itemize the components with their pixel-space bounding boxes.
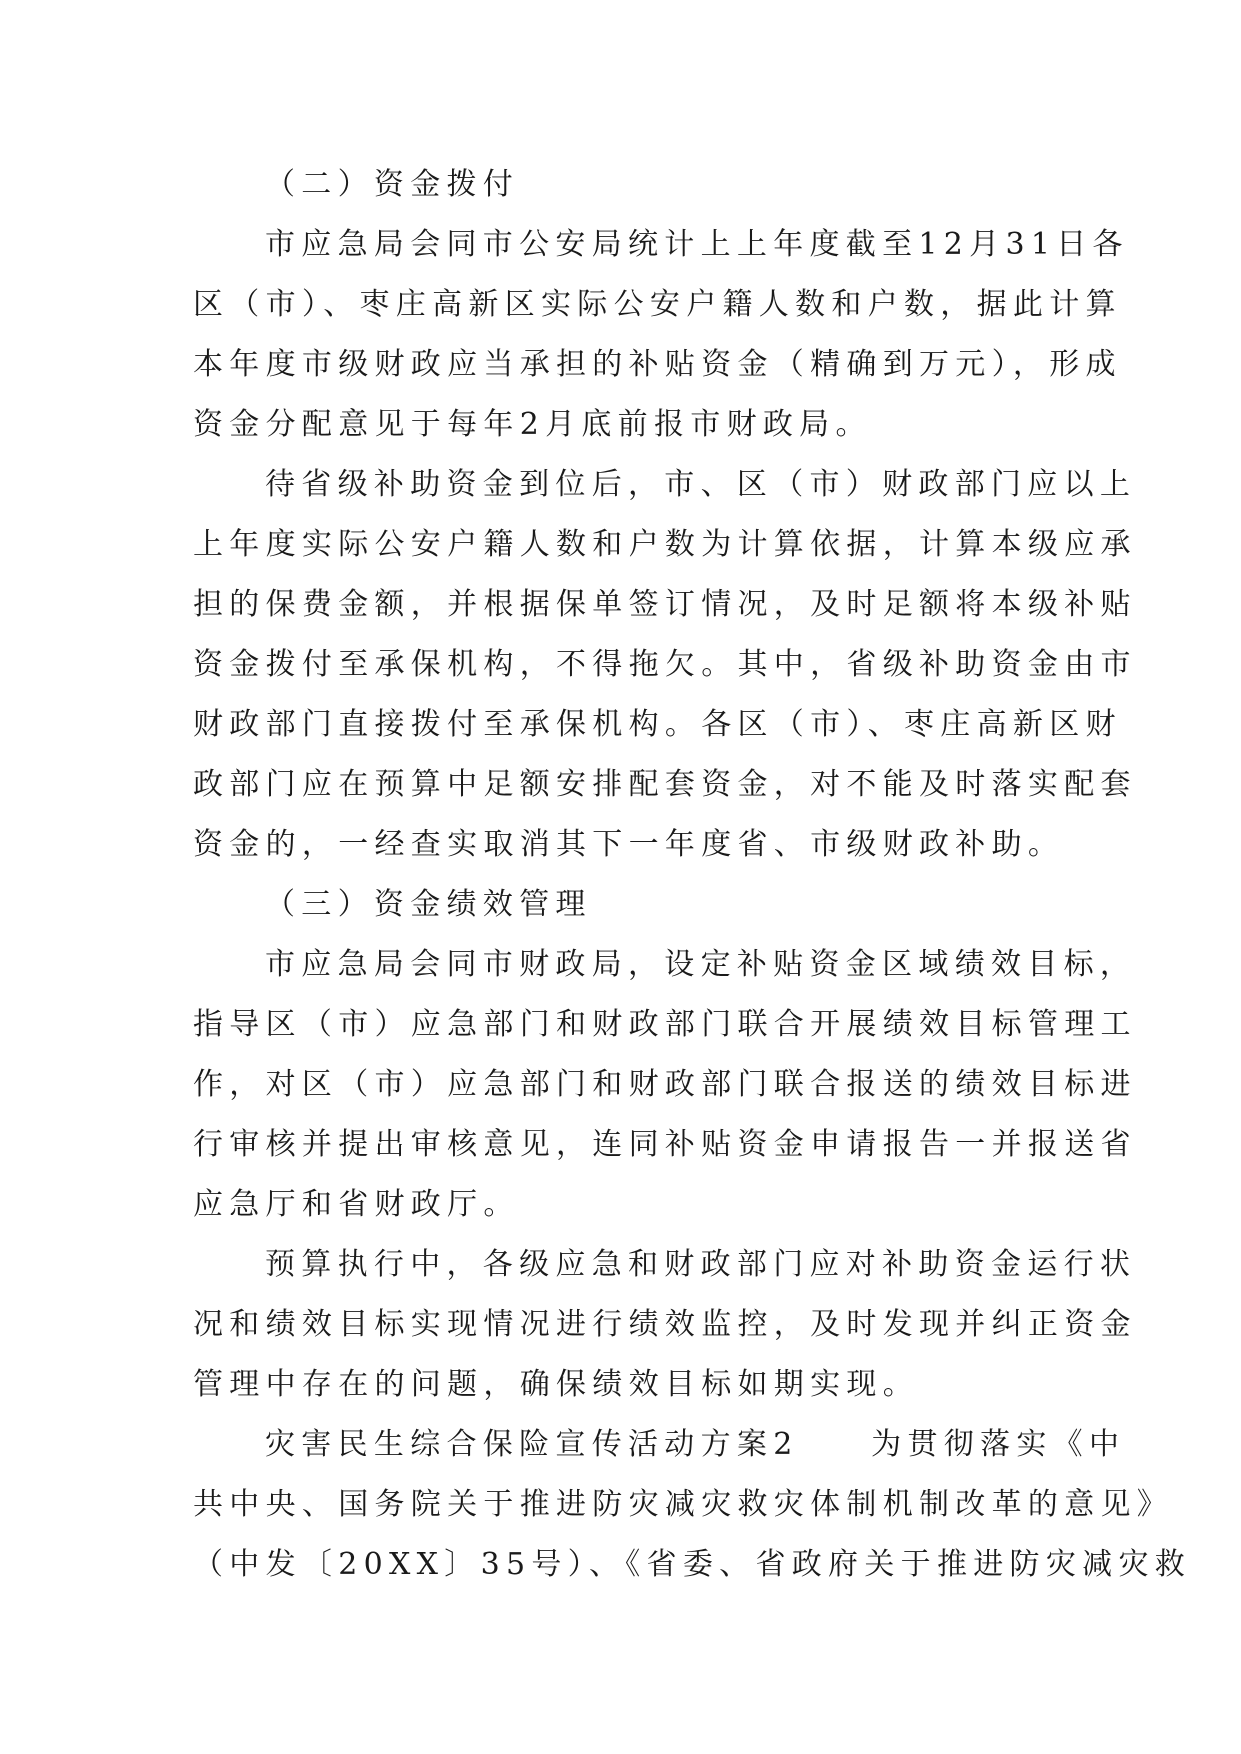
text-line: 本年度市级财政应当承担的补贴资金（精确到万元），形成 [193,347,1122,382]
section-heading [193,875,1048,935]
text-line: 管理中存在的问题，确保绩效目标如期实现。 [193,1367,919,1402]
text-line: 担的保费金额，并根据保单签订情况，及时足额将本级补贴 [193,587,1137,622]
text-line: 资金的，一经查实取消其下一年度省、市级财政补助。 [193,827,1065,862]
paragraph [193,935,1137,1235]
section-heading [193,155,1048,215]
paragraph [193,1415,1192,1595]
paragraph [193,1235,1137,1415]
text-line: 资金分配意见于每年2月底前报市财政局。 [193,407,872,442]
document-body [193,155,1192,1595]
text-line: 财政部门直接拨付至承保机构。各区（市）、枣庄高新区财 [193,707,1122,742]
text-line: （中发〔20XX〕35号）、《省委、省政府关于推进防灾减灾救 [193,1547,1192,1582]
text-line: 区（市）、枣庄高新区实际公安户籍人数和户数，据此计算 [193,287,1122,322]
text-line: 指导区（市）应急部门和财政部门联合开展绩效目标管理工 [193,1007,1137,1042]
text-line: 资金拨付至承保机构，不得拖欠。其中，省级补助资金由市 [193,647,1137,682]
text-line: 作，对区（市）应急部门和财政部门联合报送的绩效目标进 [193,1067,1137,1102]
text-line: 上年度实际公安户籍人数和户数为计算依据，计算本级应承 [193,527,1137,562]
heading-text: （二）资金拨付 [265,167,520,202]
text-line: 应急厅和省财政厅。 [193,1187,520,1222]
text-line: 行审核并提出审核意见，连同补贴资金申请报告一并报送省 [193,1127,1137,1162]
text-line: 况和绩效目标实现情况进行绩效监控，及时发现并纠正资金 [193,1307,1137,1342]
text-line: 预算执行中，各级应急和财政部门应对补助资金运行状 [265,1247,1137,1282]
text-line: 待省级补助资金到位后，市、区（市）财政部门应以上 [265,467,1137,502]
heading-text: （三）资金绩效管理 [265,887,592,922]
text-line: 市应急局会同市公安局统计上上年度截至12月31日各 [265,227,1129,262]
text-line: 灾害民生综合保险宣传活动方案2 为贯彻落实《中 [265,1427,1126,1462]
text-line: 共中央、国务院关于推进防灾减灾救灾体制机制改革的意见》 [193,1487,1174,1522]
paragraph [193,215,1129,455]
text-line: 政部门应在预算中足额安排配套资金，对不能及时落实配套 [193,767,1137,802]
text-line: 市应急局会同市财政局，设定补贴资金区域绩效目标， [265,947,1137,982]
paragraph [193,455,1137,875]
